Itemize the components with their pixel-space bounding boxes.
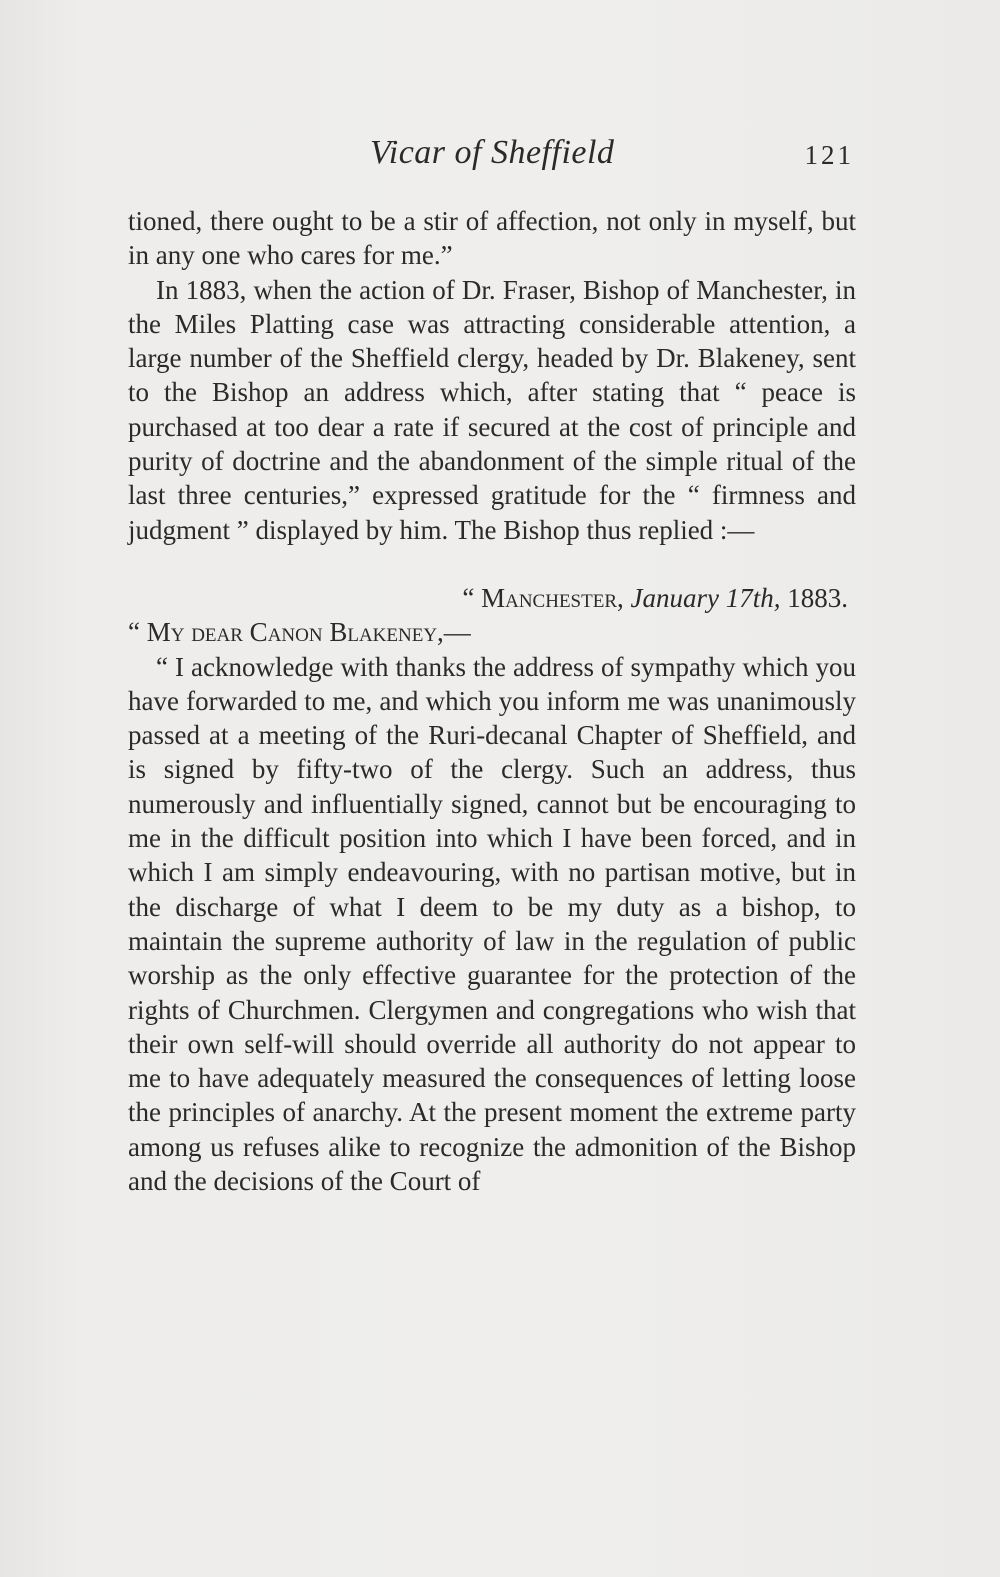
paragraph-bishop-address: In 1883, when the action of Dr. Fraser, Bishop of Manchester, in the Miles Platting case was attracting considerable attention, a large number of the Sheffield clergy, headed by Dr. Blakeney, sent to the Bishop an address which, after stating that “ peace is purchased at too dear a rate if secured at the cost of principle and purity of doctrine and the abandonment of the simple ritual of the last three centuries,” expressed gratitude for the “ firmness and judgment ” displayed by him. The Bishop thus replied :— xyxy=(128,274,856,545)
spacer xyxy=(128,547,856,581)
dateline-place: “ Manchester, xyxy=(462,582,624,613)
letter-salutation: “ My dear Canon Blakeney,— xyxy=(128,617,471,648)
letter-dateline xyxy=(128,581,856,615)
page-body xyxy=(128,204,856,1198)
letter-body: “ I acknowledge with thanks the address of sympathy which you have forwarded to me, and which you inform me was unanimously passed at a meeting of the Ruri-decanal Chapter of Sheffield, and is signed by fifty-two of the clergy. Such an address, thus numerously and influentially signed, cannot but be encouraging to me in the difficult position into which I have been forced, and in which I am simply endeavouring, with no partisan motive, but in the discharge of what I deem to be my duty as a bishop, to maintain the supreme authority of law in the regulation of public worship as the only effective guarantee for the protection of the rights of Churchmen. Clergymen and congregations who wish that their own self-will should override all authority do not appear to me to have adequately measured the consequences of letting loose the principles of anarchy. At the present moment the extreme party among us refuses alike to recognize the admonition of the Bishop and the decisions of the Court of xyxy=(128,651,856,1197)
dateline-year: 1883. xyxy=(787,582,848,613)
paragraph-continuation: tioned, there ought to be a stir of affection, not only in myself, but in any one who cares for me.” xyxy=(128,206,856,271)
page-number: 121 xyxy=(804,140,854,170)
dateline-date: January 17th, xyxy=(630,582,781,613)
page-header xyxy=(130,134,858,184)
running-title: Vicar of Sheffield xyxy=(370,134,615,171)
